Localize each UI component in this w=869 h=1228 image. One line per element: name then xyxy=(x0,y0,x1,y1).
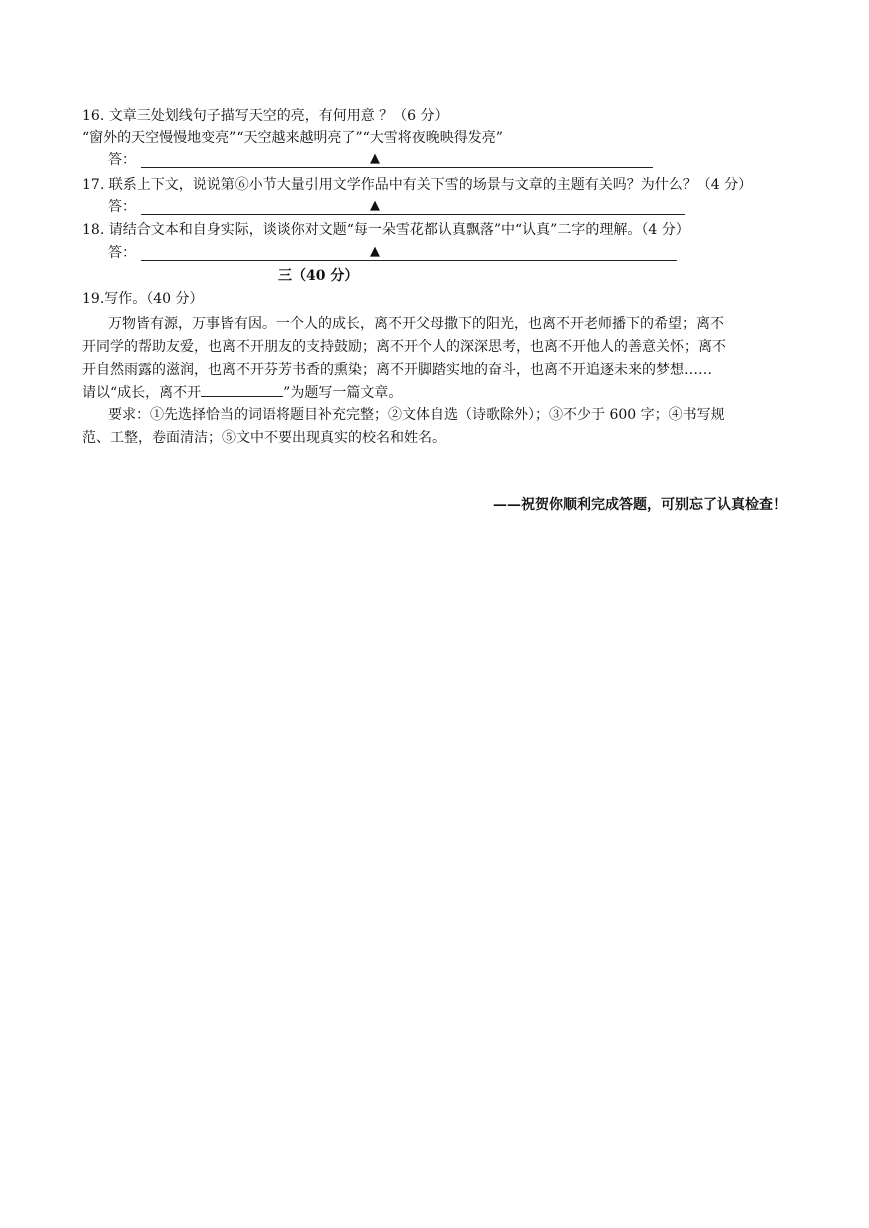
triangle-icon: ▲ xyxy=(370,198,380,213)
essay-prompt-before: 请以“成长，离不开 xyxy=(82,385,202,401)
answer-label: 答： xyxy=(108,152,136,168)
question-18-text: 18. 请结合文本和自身实际，谈谈你对文题“每一朵雪花都认真飘落”中“认真”二字的理解。（4 分） xyxy=(82,222,690,238)
essay-material-line-2: 开同学的帮助友爱，也离不开朋友的支持鼓励；离不开个人的深深思考，也离不开他人的善意关怀；离不 xyxy=(82,339,726,355)
title-blank xyxy=(201,382,283,397)
answer-line xyxy=(141,214,685,215)
essay-requirements-line-2: 范、工整，卷面清洁；⑤文中不要出现真实的校名和姓名。 xyxy=(82,430,446,446)
essay-material-line-1: 万物皆有源，万事皆有因。一个人的成长，离不开父母撒下的阳光，也离不开老师播下的希望；离不 xyxy=(108,316,724,332)
answer-label: 答： xyxy=(108,245,136,261)
answer-line xyxy=(141,167,653,168)
closing-message: ——祝贺你顺利完成答题，可别忘了认真检查！ xyxy=(493,497,787,513)
essay-prompt xyxy=(82,382,402,403)
question-19-title: 19.写作。（40 分） xyxy=(82,291,204,307)
answer-line xyxy=(141,260,677,261)
question-17-text: 17. 联系上下文，说说第⑥小节大量引用文学作品中有关下雪的场景与文章的主题有关吗？为什么？（4 分） xyxy=(82,177,753,193)
answer-label: 答： xyxy=(108,199,136,215)
question-16-answer-row xyxy=(108,150,656,170)
triangle-icon: ▲ xyxy=(370,244,380,259)
essay-material-line-3: 开自然雨露的滋润，也离不开芬芳书香的熏染；离不开脚踏实地的奋斗，也离不开追逐未来的梦想…… xyxy=(82,362,712,378)
triangle-icon: ▲ xyxy=(370,151,380,166)
section-3-heading: 三（40 分） xyxy=(278,268,359,284)
question-16-text: 16. 文章三处划线句子描写天空的亮，有何用意 ？（6 分） xyxy=(82,108,449,124)
essay-prompt-after: ”为题写一篇文章。 xyxy=(283,385,403,401)
essay-requirements-line-1: 要求：①先选择恰当的词语将题目补充完整；②文体自选（诗歌除外）；③不少于 600 字；④书写规 xyxy=(108,407,725,423)
question-16-quote: “窗外的天空慢慢地变亮”“天空越来越明亮了”“大雪将夜晚映得发亮” xyxy=(82,130,503,146)
question-18-answer-row xyxy=(108,243,680,263)
question-17-answer-row xyxy=(108,197,688,217)
